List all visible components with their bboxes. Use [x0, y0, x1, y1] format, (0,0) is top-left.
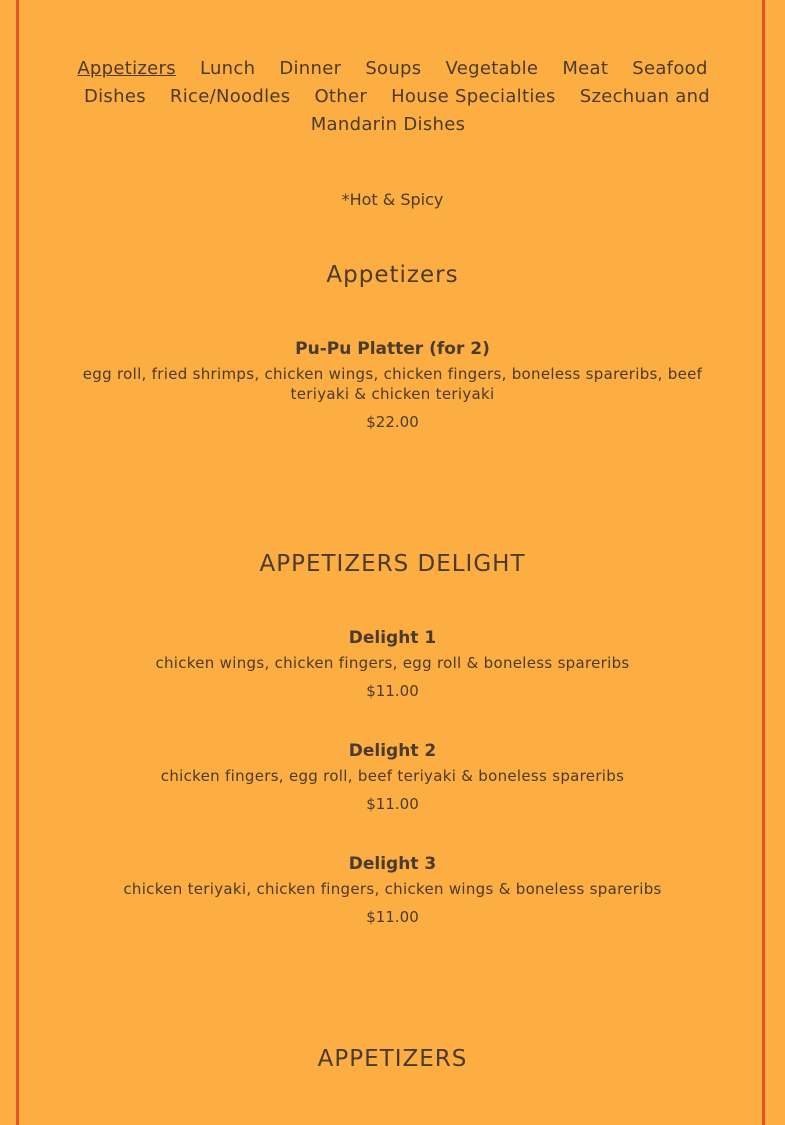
nav-link-vegetable[interactable]: Vegetable — [445, 58, 539, 79]
nav-link-other[interactable]: Other — [314, 86, 368, 107]
nav-link-rice-noodles[interactable]: Rice/Noodles — [169, 86, 291, 107]
menu-item-name: Delight 3 — [348, 854, 437, 874]
menu-item — [60, 852, 725, 927]
nav-link-appetizers[interactable]: Appetizers — [77, 58, 176, 79]
menu-item-description: chicken teriyaki, chicken fingers, chicken wings & boneless spareribs — [123, 880, 662, 898]
nav-link-meat[interactable]: Meat — [562, 58, 609, 79]
menu-item-name: Pu-Pu Platter (for 2) — [295, 339, 490, 359]
menu-item-description: chicken fingers, egg roll, beef teriyaki & boneless spareribs — [160, 767, 625, 785]
section-title-appetizers: Appetizers — [326, 262, 459, 288]
menu-item-price: $11.00 — [366, 682, 419, 700]
menu-item-name: Delight 1 — [348, 628, 437, 648]
menu-item-price: $11.00 — [366, 908, 419, 926]
hot-spicy-note: *Hot & Spicy — [341, 190, 444, 209]
nav-link-soups[interactable]: Soups — [365, 58, 422, 79]
menu-item-price: $22.00 — [366, 413, 419, 431]
nav-link-lunch[interactable]: Lunch — [199, 58, 256, 79]
menu-item-description: egg roll, fried shrimps, chicken wings, chicken fingers, boneless spareribs, beef teriyaki & chicken teriyaki — [82, 365, 703, 403]
menu-item — [60, 739, 725, 814]
nav-link-dinner[interactable]: Dinner — [279, 58, 342, 79]
nav-link-seafood[interactable]: Seafood — [632, 58, 708, 79]
menu-item-price: $11.00 — [366, 795, 419, 813]
menu-item — [60, 626, 725, 701]
nav-link-dishes[interactable]: Dishes — [83, 86, 146, 107]
menu-item — [60, 337, 725, 432]
section-title-appetizers-2: APPETIZERS — [317, 1046, 468, 1072]
menu-item-description: chicken wings, chicken fingers, egg roll & boneless spareribs — [155, 654, 630, 672]
menu-category-nav — [60, 55, 725, 139]
nav-link-szechuan-mandarin[interactable]: Szechuan and Mandarin Dishes — [310, 86, 711, 135]
menu-item-name: Delight 2 — [348, 741, 437, 761]
nav-link-house-specialties[interactable]: House Specialties — [391, 86, 556, 107]
section-title-appetizers-delight: APPETIZERS DELIGHT — [259, 551, 526, 577]
